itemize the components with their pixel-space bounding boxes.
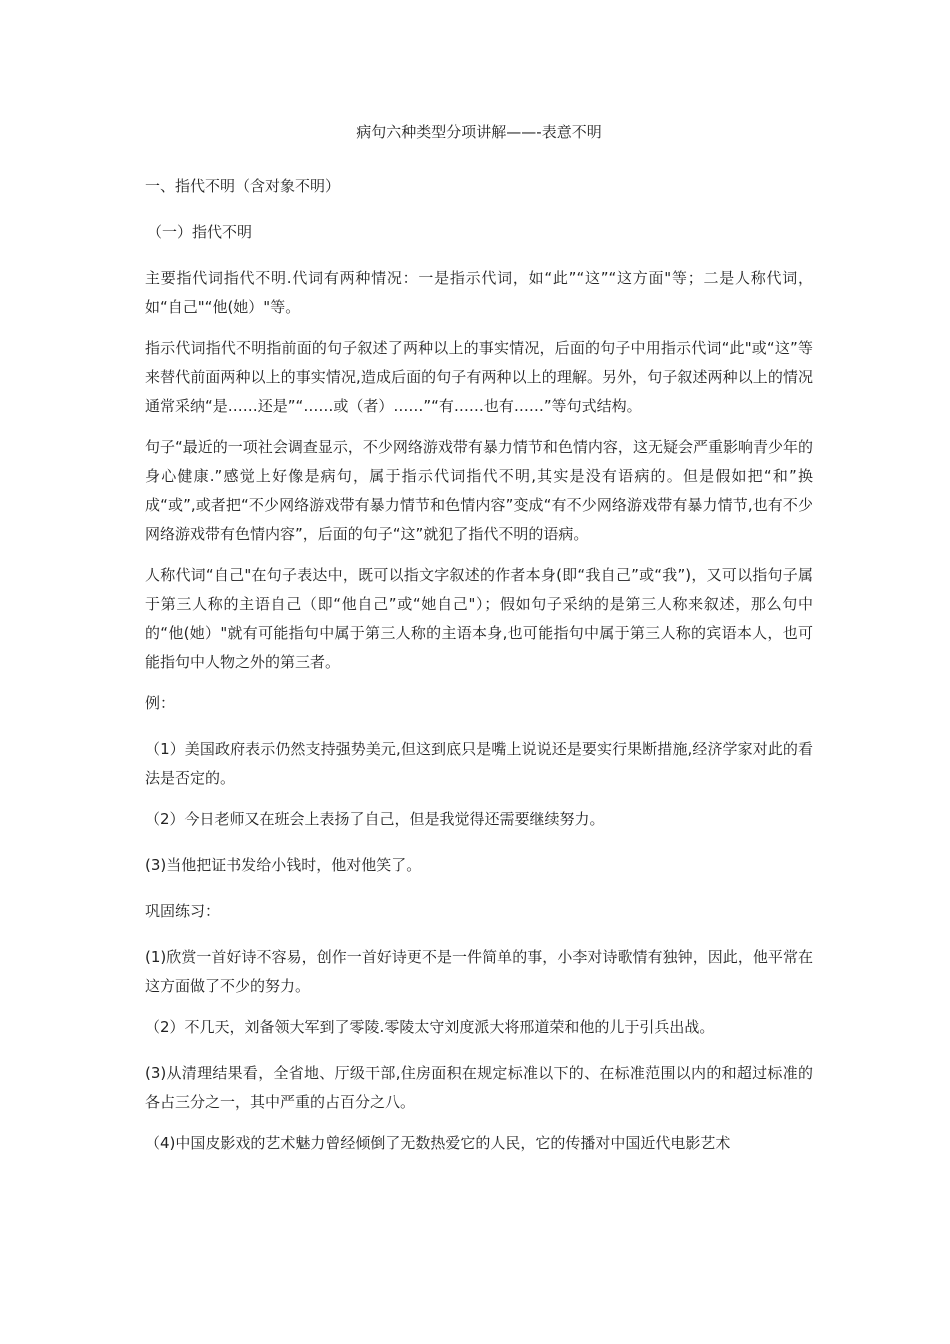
exercise-item: (1)欣赏一首好诗不容易，创作一首好诗更不是一件简单的事，小李对诗歌情有独钟，因此，他平常在这方面做了不少的努力。 — [145, 948, 813, 995]
document-page — [145, 122, 813, 1175]
example-label: 例： — [145, 694, 176, 712]
section-heading: 一、指代不明（含对象不明） — [145, 177, 341, 195]
body-paragraph: 人称代词“自己"在句子表达中，既可以指文字叙述的作者本身(即“我自己”或“我”)，又可以指句子属于第三人称的主语自己（即“他自己”或“她自己"）；假如句子采纳的是第三人称来叙述，那么句中的“他(她）"就有可能指句中属于第三人称的主语本身,也可能指句中属于第三人称的宾语本人，也可能指句中人物之外的第三者。 — [145, 566, 813, 671]
document-title: 病句六种类型分项讲解——-表意不明 — [356, 123, 602, 141]
body-paragraph: 句子“最近的一项社会调查显示，不少网络游戏带有暴力情节和色情内容，这无疑会严重影响青少年的身心健康.”感觉上好像是病句，属于指示代词指代不明,其实是没有语病的。但是假如把“和”换成“或”,或者把“不少网络游戏带有暴力情节和色情内容”变成“有不少网络游戏带有暴力情节,也有不少网络游戏带有色情内容”，后面的句子“这”就犯了指代不明的语病。 — [145, 438, 813, 543]
example-item: （2）今日老师又在班会上表扬了自己，但是我觉得还需要继续努力。 — [145, 810, 605, 828]
example-item: (3)当他把证书发给小钱时，他对他笑了。 — [145, 856, 422, 874]
example-item: （1）美国政府表示仍然支持强势美元,但这到底只是嘴上说说还是要实行果断措施,经济学家对此的看法是否定的。 — [145, 740, 813, 787]
exercise-item: （4)中国皮影戏的艺术魅力曾经倾倒了无数热爱它的人民，它的传播对中国近代电影艺术 — [145, 1134, 731, 1152]
exercise-item: （2）不几天，刘备领大军到了零陵.零陵太守刘度派大将邢道荣和他的儿于引兵出战。 — [145, 1018, 715, 1036]
exercise-item: (3)从清理结果看，全省地、厅级干部,住房面积在规定标准以下的、在标准范围以内的和超过标准的各占三分之一，其中严重的占百分之八。 — [145, 1064, 813, 1111]
subsection-heading: （一）指代不明 — [147, 223, 253, 241]
body-paragraph: 指示代词指代不明指前面的句子叙述了两种以上的事实情况，后面的句子中用指示代词“此"或“这”等来替代前面两种以上的事实情况,造成后面的句子有两种以上的理解。另外，句子叙述两种以上的情况通常采纳“是……还是”“……或（者）……”“有……也有……”等句式结构。 — [145, 339, 813, 415]
exercise-label: 巩固练习： — [145, 902, 221, 920]
body-paragraph: 主要指代词指代不明.代词有两种情况：一是指示代词，如“此”“这”“这方面"等；二是人称代词，如“自己"“他(她）"等。 — [145, 269, 813, 316]
